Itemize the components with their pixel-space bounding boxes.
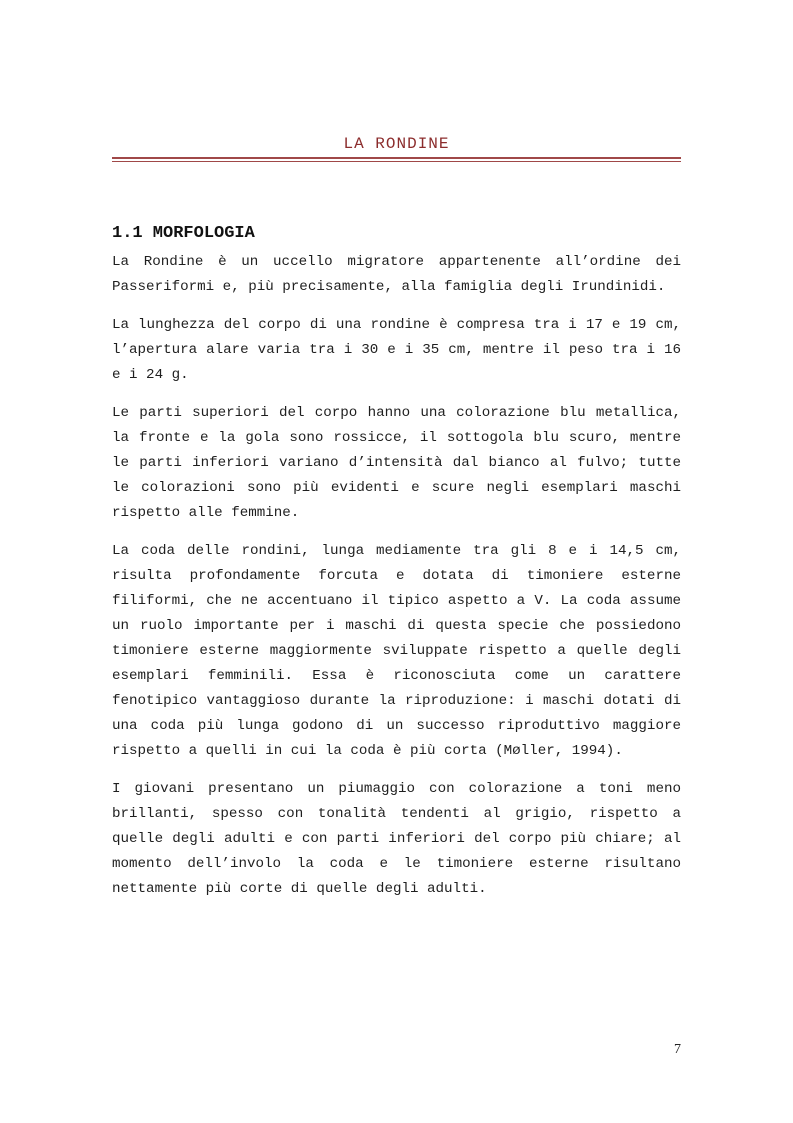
page-number: 7: [674, 1042, 681, 1057]
paragraph: La Rondine è un uccello migratore appartenente all’ordine dei Passeriformi e, più precisamente, alla famiglia degli Irundinidi.: [112, 254, 681, 295]
chapter-title: LA RONDINE: [343, 135, 450, 153]
title-rule-thin: [112, 161, 681, 162]
paragraph: I giovani presentano un piumaggio con colorazione a toni meno brillanti, spesso con tonalità tendenti al grigio, rispetto a quelle degli adulti e con parti inferiori del corpo più chiare; al momento dell’involo la coda e le timoniere esterne risultano nettamente più corte di quelle degli adulti.: [112, 781, 681, 897]
paragraph: La lunghezza del corpo di una rondine è compresa tra i 17 e 19 cm, l’apertura alare varia tra i 30 e i 35 cm, mentre il peso tra i 16 e i 24 g.: [112, 317, 681, 383]
section-heading: 1.1 MORFOLOGIA: [112, 224, 255, 243]
title-rule-thick: [112, 157, 681, 159]
body-text: [112, 250, 681, 915]
paragraph: Le parti superiori del corpo hanno una colorazione blu metallica, la fronte e la gola sono rossicce, il sottogola blu scuro, mentre le parti inferiori variano d’intensità dal bianco al fulvo; tutte le colorazioni sono più evidenti e scure negli esemplari maschi rispetto alle femmine.: [112, 405, 681, 521]
paragraph: La coda delle rondini, lunga mediamente tra gli 8 e i 14,5 cm, risulta profondamente forcuta e dotata di timoniere esterne filiformi, che ne accentuano il tipico aspetto a V. La coda assume un ruolo importante per i maschi di questa specie che possiedono timoniere esterne maggiormente sviluppate rispetto a quelle degli esemplari femminili. Essa è riconosciuta come un carattere fenotipico vantaggioso durante la riproduzione: i maschi dotati di una coda più lunga godono di un successo riproduttivo maggiore rispetto a quelli in cui la coda è più corta (Møller, 1994).: [112, 543, 681, 759]
